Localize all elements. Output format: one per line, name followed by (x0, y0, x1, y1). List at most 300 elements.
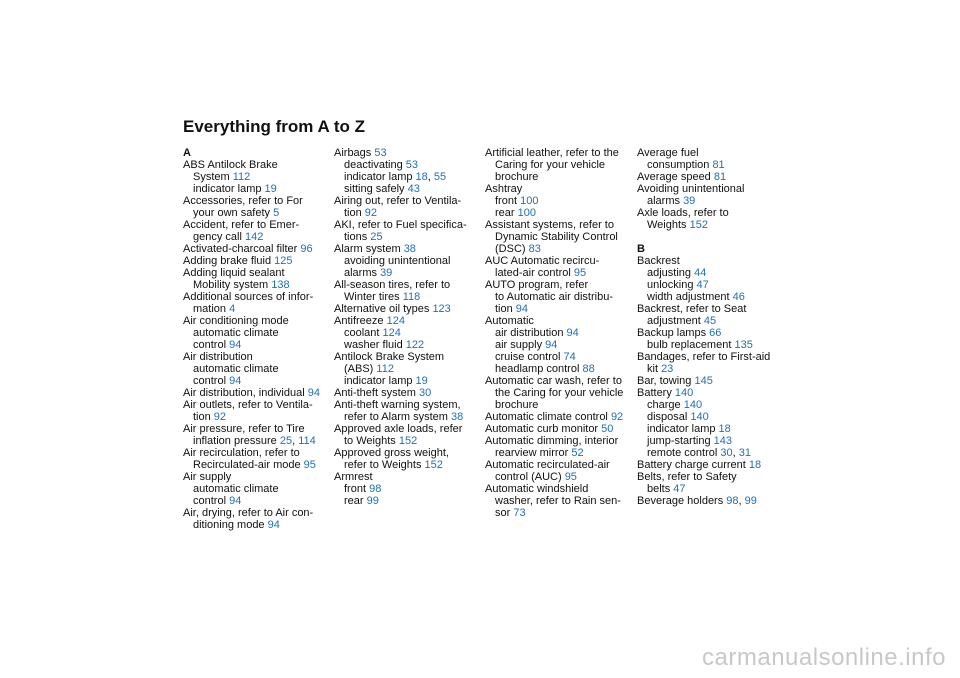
index-subentry (485, 303, 633, 315)
entry-text: Ashtray (485, 183, 523, 195)
index-subentry (334, 327, 482, 339)
page-link[interactable]: 45 (703, 315, 717, 327)
index-entry (334, 399, 482, 411)
entry-text: automatic climate (193, 327, 279, 339)
entry-text: Artificial leather, refer to the (485, 147, 619, 159)
index-subentry (637, 399, 785, 411)
index-subentry (183, 207, 331, 219)
index-subentry (183, 339, 331, 351)
entry-text: alarms (344, 267, 381, 279)
index-entry (183, 255, 331, 267)
entry-text: Airing out, refer to Ventila- (334, 195, 462, 207)
page-link[interactable]: 25 (370, 231, 383, 243)
index-subentry (637, 339, 785, 351)
index-entry (485, 315, 633, 327)
index-subentry (334, 363, 482, 375)
page-link[interactable]: 18 (415, 171, 428, 183)
entry-text: deactivating (344, 159, 406, 171)
index-subentry (637, 411, 785, 423)
entry-text: Antilock Brake System (334, 351, 445, 363)
page-link[interactable]: 38 (450, 411, 464, 423)
entry-text: control (193, 375, 230, 387)
index-subentry (485, 231, 633, 243)
index-subentry (485, 207, 633, 219)
page-link[interactable]: 98 (369, 483, 382, 495)
index-subentry (183, 303, 331, 315)
page-link[interactable]: 94 (267, 519, 280, 531)
index-entry (637, 327, 785, 339)
index-subentry (334, 267, 482, 279)
index-subentry (334, 291, 482, 303)
page-link[interactable]: 138 (271, 279, 290, 291)
entry-text: Automatic curb monitor (485, 423, 602, 435)
entry-text: (DSC) (495, 243, 529, 255)
page-link[interactable]: 38 (403, 243, 416, 255)
page-link[interactable]: 44 (694, 267, 707, 279)
entry-text: rear (495, 207, 518, 219)
entry-text: (ABS) (344, 363, 377, 375)
index-entry (637, 303, 785, 315)
page-link[interactable]: 55 (433, 171, 447, 183)
entry-text: Air pressure, refer to Tire (183, 423, 305, 435)
page-link[interactable]: 152 (398, 435, 418, 447)
index-subentry (334, 339, 482, 351)
page-link[interactable]: 114 (298, 435, 316, 447)
page-link[interactable]: 88 (582, 363, 595, 375)
index-entry (334, 279, 482, 291)
page-link[interactable]: 30 (418, 387, 432, 399)
entry-text: adjustment (647, 315, 704, 327)
index-entry (183, 243, 331, 255)
entry-text: rear (344, 495, 367, 507)
entry-text: to Weights (344, 435, 399, 447)
index-subentry (485, 495, 633, 507)
index-entry (183, 267, 331, 279)
page-link[interactable]: 95 (564, 471, 577, 483)
entry-text: indicator lamp (647, 423, 719, 435)
page-link[interactable]: 118 (402, 291, 421, 303)
entry-text: Backup lamps (637, 327, 710, 339)
index-entry (485, 411, 633, 423)
entry-text: indicator lamp (344, 375, 416, 387)
entry-text: Avoiding unintentional (637, 183, 745, 195)
entry-text: front (495, 195, 521, 207)
entry-text: Air conditioning mode (183, 315, 289, 327)
entry-text: ABS Antilock Brake (183, 159, 278, 171)
index-subentry (485, 159, 633, 171)
index-subentry (485, 399, 633, 411)
entry-text: disposal (647, 411, 691, 423)
index-subentry (183, 183, 331, 195)
index-entry (334, 303, 482, 315)
index-subentry (334, 411, 482, 423)
page-link[interactable]: 25 (279, 435, 293, 447)
entry-text: control (193, 339, 230, 351)
page-link[interactable]: 94 (566, 327, 579, 339)
page-link[interactable]: 100 (520, 195, 539, 207)
page-link[interactable]: 66 (709, 327, 722, 339)
entry-text: Winter tires (344, 291, 403, 303)
entry-text: AUTO program, refer (485, 279, 589, 291)
entry-text: Automatic recirculated-air (485, 459, 610, 471)
index-column-1 (183, 147, 331, 531)
entry-text: Activated-charcoal filter (183, 243, 301, 255)
index-entry (183, 291, 331, 303)
entry-text: width adjustment (647, 291, 733, 303)
entry-text: Adding brake fluid (183, 255, 275, 267)
page-link[interactable]: 140 (674, 387, 694, 399)
index-entry (485, 183, 633, 195)
entry-text: gency call (193, 231, 245, 243)
page-link[interactable]: 152 (689, 219, 708, 231)
page-link[interactable]: 18 (718, 423, 731, 435)
index-entry (183, 387, 331, 399)
index-subentry (637, 423, 785, 435)
index-entry (334, 351, 482, 363)
entry-text: headlamp control (495, 363, 583, 375)
index-entry (183, 507, 331, 519)
entry-text: Anti-theft warning system, (334, 399, 461, 411)
page-link[interactable]: 4 (229, 303, 236, 315)
entry-text: Axle loads, refer to (637, 207, 729, 219)
entry-text: brochure (495, 171, 539, 183)
entry-text: tions (344, 231, 371, 243)
index-entry (637, 459, 785, 471)
index-subentry (334, 435, 482, 447)
entry-text: Belts, refer to Safety (637, 471, 737, 483)
index-entry (183, 195, 331, 207)
entry-text: Battery charge current (637, 459, 749, 471)
section-letter (637, 243, 785, 255)
entry-text: Dynamic Stability Control (495, 231, 618, 243)
entry-text: refer to Weights (344, 459, 425, 471)
entry-text: Alarm system (334, 243, 404, 255)
index-subentry (485, 507, 633, 519)
page-link[interactable]: 124 (382, 327, 401, 339)
index-entry (183, 471, 331, 483)
page-link[interactable]: 94 (229, 339, 242, 351)
page-link[interactable]: 43 (407, 183, 420, 195)
entry-text: System (193, 171, 233, 183)
page-link[interactable]: 96 (300, 243, 313, 255)
index-entry (637, 375, 785, 387)
page-link[interactable]: 39 (380, 267, 393, 279)
index-subentry (183, 171, 331, 183)
entry-text: washer, refer to Rain sen- (495, 495, 621, 507)
index-entry (637, 171, 785, 183)
entry-text: Average speed (637, 171, 714, 183)
entry-text: Automatic (485, 315, 534, 327)
page-link[interactable]: 94 (229, 495, 242, 507)
page-link[interactable]: 142 (244, 231, 264, 243)
entry-text: Automatic windshield (485, 483, 589, 495)
entry-text: B (637, 243, 645, 255)
entry-text: AKI, refer to Fuel specifica- (334, 219, 467, 231)
index-subentry (637, 219, 785, 231)
page-link[interactable]: 94 (545, 339, 558, 351)
page-link[interactable]: 81 (713, 171, 727, 183)
page-link[interactable]: 125 (274, 255, 293, 267)
index-subentry (183, 519, 331, 531)
entry-text: air supply (495, 339, 546, 351)
index-entry (485, 255, 633, 267)
entry-text: Mobility system (193, 279, 272, 291)
page-link[interactable]: 19 (415, 375, 428, 387)
entry-text: Air recirculation, refer to (183, 447, 300, 459)
page-link[interactable]: 123 (432, 303, 451, 315)
entry-text: Battery (637, 387, 675, 399)
index-subentry (485, 243, 633, 255)
index-subentry: indicator lamp 18, 55 (344, 171, 447, 183)
entry-text: Bar, towing (637, 375, 695, 387)
index-entry (485, 435, 633, 447)
entry-text: Accessories, refer to For (183, 195, 303, 207)
index-subentry (183, 375, 331, 387)
page-link[interactable]: 112 (376, 363, 394, 375)
page-link[interactable]: 140 (683, 399, 703, 411)
index-subentry: remote control 30, 31 (647, 447, 751, 459)
index-subentry (485, 267, 633, 279)
entry-text: Armrest (334, 471, 373, 483)
index-entry (334, 195, 482, 207)
page-link[interactable]: 23 (661, 363, 674, 375)
page-link[interactable]: 18 (748, 459, 762, 471)
index-subentry (334, 459, 482, 471)
watermark: carmanualsonline.info (702, 644, 946, 671)
entry-text: Air distribution, individual (183, 387, 308, 399)
index-subentry (637, 267, 785, 279)
index-entry (485, 219, 633, 231)
entry-text: Air distribution (183, 351, 253, 363)
entry-text: Backrest, refer to Seat (637, 303, 747, 315)
index-subentry (485, 351, 633, 363)
index-subentry (485, 195, 633, 207)
entry-text: Assistant systems, refer to (485, 219, 614, 231)
page-link[interactable]: 112 (232, 171, 251, 183)
page-link[interactable]: 140 (690, 411, 709, 423)
entry-text: inflation pressure (193, 435, 280, 447)
entry-text: Antifreeze (334, 315, 387, 327)
index-entry (183, 351, 331, 363)
entry-text: rearview mirror (495, 447, 572, 459)
entry-text: sitting safely (344, 183, 408, 195)
entry-text: indicator lamp (193, 183, 265, 195)
entry-text: bulb replacement (647, 339, 735, 351)
entry-text: Backrest (637, 255, 680, 267)
index-subentry (485, 471, 633, 483)
entry-text: Recirculated-air mode (193, 459, 304, 471)
entry-text: Weights (647, 219, 690, 231)
page-link[interactable]: 53 (405, 159, 419, 171)
entry-text: lated-air control (495, 267, 574, 279)
index-subentry (637, 159, 785, 171)
entry-text: charge (647, 399, 684, 411)
index-subentry (334, 375, 482, 387)
page-link[interactable]: 74 (563, 351, 576, 363)
index-subentry (183, 231, 331, 243)
index-subentry (637, 363, 785, 375)
index-entry (637, 147, 785, 159)
entry-text: your own safety (193, 207, 274, 219)
page-link[interactable]: 94 (229, 375, 242, 387)
page-link[interactable]: 152 (424, 459, 443, 471)
entry-text: Airbags (334, 147, 375, 159)
index-entry (637, 255, 785, 267)
entry-text: alarms (647, 195, 684, 207)
entry-text: to Automatic air distribu- (495, 291, 613, 303)
index-entry (334, 447, 482, 459)
index-subentry (183, 327, 331, 339)
index-subentry (637, 195, 785, 207)
entry-text: Beverage holders (637, 495, 727, 507)
entry-text: sor (495, 507, 514, 519)
page-link[interactable]: 47 (673, 483, 686, 495)
page-link[interactable]: 99 (366, 495, 379, 507)
entry-text: Air outlets, refer to Ventila- (183, 399, 313, 411)
index-column-3 (485, 147, 633, 519)
index-subentry (334, 183, 482, 195)
page-link[interactable]: 81 (712, 159, 725, 171)
index-subentry (637, 435, 785, 447)
page-link[interactable]: 99 (744, 495, 757, 507)
page-link[interactable]: 135 (734, 339, 753, 351)
page-link[interactable]: 122 (405, 339, 425, 351)
page-link[interactable]: 73 (513, 507, 526, 519)
index-entry: Beverage holders 98, 99 (637, 495, 757, 507)
page-link[interactable]: 95 (303, 459, 316, 471)
index-subentry (183, 279, 331, 291)
index-entry (485, 423, 633, 435)
index-entry (637, 387, 785, 399)
entry-text: indicator lamp (344, 171, 416, 183)
page-link[interactable]: 92 (610, 411, 624, 423)
index-entry (183, 315, 331, 327)
index-entry (485, 483, 633, 495)
entry-text: Air supply (183, 471, 232, 483)
page-link[interactable]: 94 (307, 387, 320, 399)
entry-text: avoiding unintentional (344, 255, 451, 267)
entry-text: tion (344, 207, 365, 219)
entry-text: Automatic dimming, interior (485, 435, 619, 447)
index-entry (334, 387, 482, 399)
page-link[interactable]: 50 (601, 423, 614, 435)
index-subentry: inflation pressure 25, 114 (193, 435, 316, 447)
index-subentry (485, 339, 633, 351)
page-link[interactable]: 92 (364, 207, 378, 219)
index-subentry (485, 387, 633, 399)
entry-text: automatic climate (193, 363, 279, 375)
entry-text: brochure (495, 399, 539, 411)
index-entry (334, 147, 482, 159)
entry-text: mation (193, 303, 230, 315)
index-entry (183, 159, 331, 171)
entry-text: Average fuel (637, 147, 699, 159)
page-link[interactable]: 143 (713, 435, 732, 447)
entry-text: the Caring for your vehicle (495, 387, 624, 399)
page-link[interactable]: 52 (571, 447, 584, 459)
index-subentry (485, 291, 633, 303)
index-entry (334, 315, 482, 327)
entry-text: Automatic climate control (485, 411, 611, 423)
index-entry (637, 471, 785, 483)
entry-text: remote control (647, 447, 721, 459)
page-link[interactable]: 94 (515, 303, 529, 315)
page-link[interactable]: 39 (683, 195, 696, 207)
entry-text: refer to Alarm system (344, 411, 451, 423)
entry-text: tion (495, 303, 516, 315)
index-subentry (183, 459, 331, 471)
index-subentry (485, 447, 633, 459)
entry-text: kit (647, 363, 662, 375)
index-entry (637, 183, 785, 195)
index-entry (183, 447, 331, 459)
entry-text: belts (647, 483, 674, 495)
index-entry (485, 147, 633, 159)
index-column-4 (637, 147, 785, 507)
entry-text: cruise control (495, 351, 564, 363)
page-link[interactable]: 145 (694, 375, 713, 387)
index-subentry (637, 315, 785, 327)
entry-text: Adding liquid sealant (183, 267, 285, 279)
entry-text: Accident, refer to Emer- (183, 219, 300, 231)
page-link[interactable]: 83 (528, 243, 541, 255)
index-entry (183, 423, 331, 435)
index-entry (183, 219, 331, 231)
index-entry (637, 351, 785, 363)
index-subentry (485, 171, 633, 183)
page-link[interactable]: 53 (374, 147, 387, 159)
page-link[interactable]: 124 (386, 315, 405, 327)
index-entry (334, 471, 482, 483)
index-entry (334, 219, 482, 231)
entry-text: jump-starting (647, 435, 714, 447)
page-link[interactable]: 5 (273, 207, 280, 219)
entry-text: Anti-theft system (334, 387, 419, 399)
page-link[interactable]: 46 (732, 291, 745, 303)
entry-text: Approved axle loads, refer (334, 423, 463, 435)
page-link[interactable]: 95 (573, 267, 587, 279)
entry-text: Automatic car wash, refer to (485, 375, 622, 387)
entry-text: control (193, 495, 230, 507)
index-subentry (334, 483, 482, 495)
index-subentry (334, 159, 482, 171)
entry-text: automatic climate (193, 483, 279, 495)
index-entry (637, 207, 785, 219)
index-subentry (183, 495, 331, 507)
page-link[interactable]: 47 (696, 279, 709, 291)
section-gap (637, 231, 785, 243)
index-entry (485, 459, 633, 471)
index-subentry (334, 255, 482, 267)
entry-text: Caring for your vehicle (495, 159, 606, 171)
page-link[interactable]: 100 (517, 207, 536, 219)
entry-text: Bandages, refer to First-aid (637, 351, 771, 363)
index-subentry (183, 411, 331, 423)
page-link[interactable]: 31 (738, 447, 751, 459)
entry-text: A (183, 147, 191, 159)
entry-text: unlocking (647, 279, 697, 291)
entry-text: Approved gross weight, (334, 447, 449, 459)
entry-text: Alternative oil types (334, 303, 433, 315)
entry-text: adjusting (647, 267, 695, 279)
index-subentry (637, 483, 785, 495)
index-subentry (485, 363, 633, 375)
page-link[interactable]: 92 (213, 411, 227, 423)
index-subentry (334, 231, 482, 243)
page-link[interactable]: 30 (720, 447, 733, 459)
page-link[interactable]: 19 (264, 183, 277, 195)
page-link[interactable]: 98 (726, 495, 739, 507)
